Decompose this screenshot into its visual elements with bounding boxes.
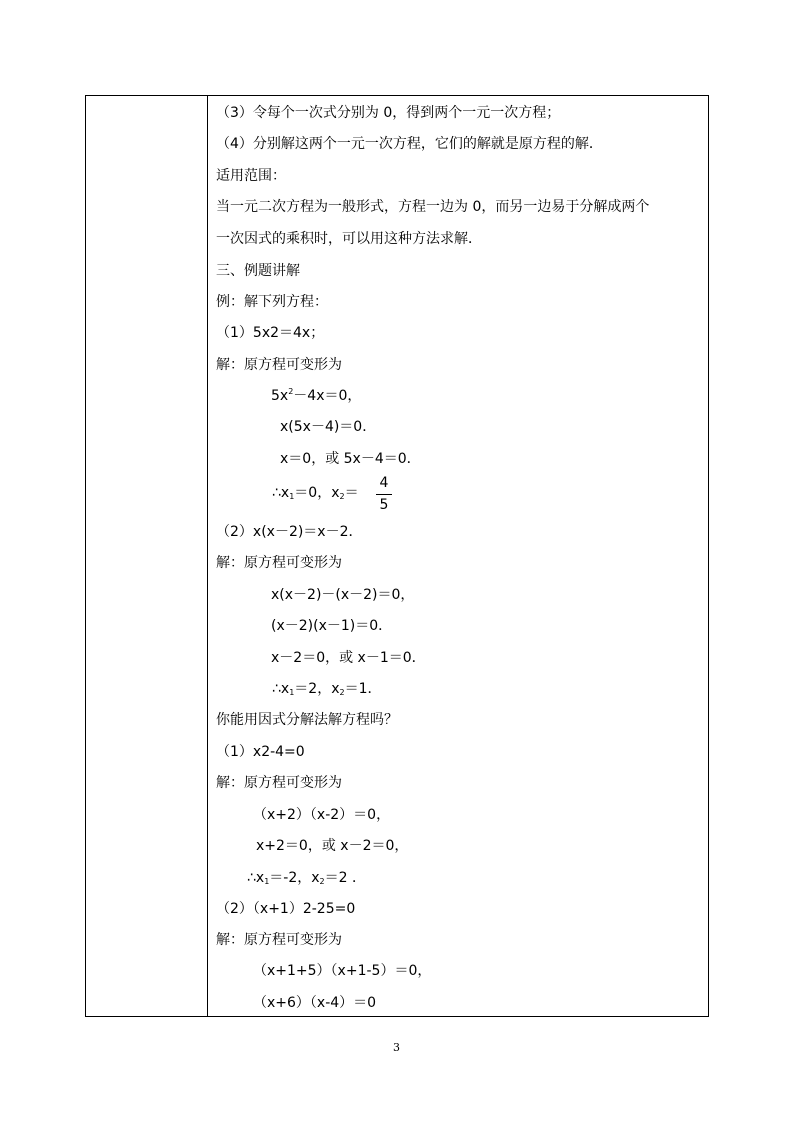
solution-label: 解：原方程可变形为 bbox=[216, 555, 342, 571]
problem-line: （2）（x+1）2-25=0 bbox=[216, 901, 356, 917]
text-line: （3）令每个一次式分别为 0，得到两个一元一次方程； bbox=[216, 105, 561, 121]
fraction-numerator: 4 bbox=[379, 475, 389, 491]
page-number: 3 bbox=[393, 1041, 400, 1054]
equation-line: （x+6）（x-4）＝0 bbox=[253, 995, 377, 1011]
problem-line: （2）x(x－2)＝x－2． bbox=[216, 524, 363, 540]
text-line: 当一元二次方程为一般形式，方程一边为 0，而另一边易于分解成两个 bbox=[216, 199, 650, 215]
problem-line: （1）5x2＝4x； bbox=[216, 325, 325, 341]
equation-line: x+2＝0，或 x－2＝0， bbox=[256, 838, 409, 854]
text-line: 例：解下列方程： bbox=[216, 294, 328, 310]
text-line: 一次因式的乘积时，可以用这种方法求解． bbox=[216, 231, 482, 247]
fraction-bar bbox=[376, 494, 392, 495]
text-line: 你能用因式分解法解方程吗？ bbox=[216, 712, 398, 728]
equation-line: ∴x1＝0，x2＝ bbox=[272, 485, 359, 501]
fraction-denominator: 5 bbox=[379, 497, 389, 513]
solution-label: 解：原方程可变形为 bbox=[216, 932, 342, 948]
equation-line: x－2＝0，或 x－1＝0． bbox=[271, 650, 426, 666]
problem-line: （1）x2-4=0 bbox=[216, 744, 305, 760]
equation-line: （x+1+5）（x+1-5）＝0， bbox=[253, 963, 432, 979]
equation-line: (x－2)(x－1)＝0． bbox=[271, 618, 393, 634]
text-line: 适用范围： bbox=[216, 168, 286, 184]
equation-line: ∴x1＝2，x2＝1． bbox=[272, 681, 382, 697]
solution-label: 解：原方程可变形为 bbox=[216, 775, 342, 791]
equation-line: $5x^2-4x=0$， bbox=[271, 387, 362, 404]
equation-line: （x+2）（x-2）＝0， bbox=[253, 807, 391, 823]
text-line: （4）分别解这两个一元一次方程，它们的解就是原方程的解． bbox=[216, 136, 603, 152]
equation-line: ∴x1＝-2，x2＝2 ． bbox=[247, 870, 366, 886]
solution-label: 解：原方程可变形为 bbox=[216, 357, 342, 373]
section-heading: 三、例题讲解 bbox=[216, 263, 300, 279]
equation-line: x(5x－4)＝0． bbox=[280, 419, 377, 435]
equation-line: x＝0，或 5x－4＝0． bbox=[280, 451, 421, 467]
left-column-cell bbox=[86, 96, 208, 1016]
equation-line: x(x－2)－(x－2)＝0， bbox=[271, 587, 415, 603]
